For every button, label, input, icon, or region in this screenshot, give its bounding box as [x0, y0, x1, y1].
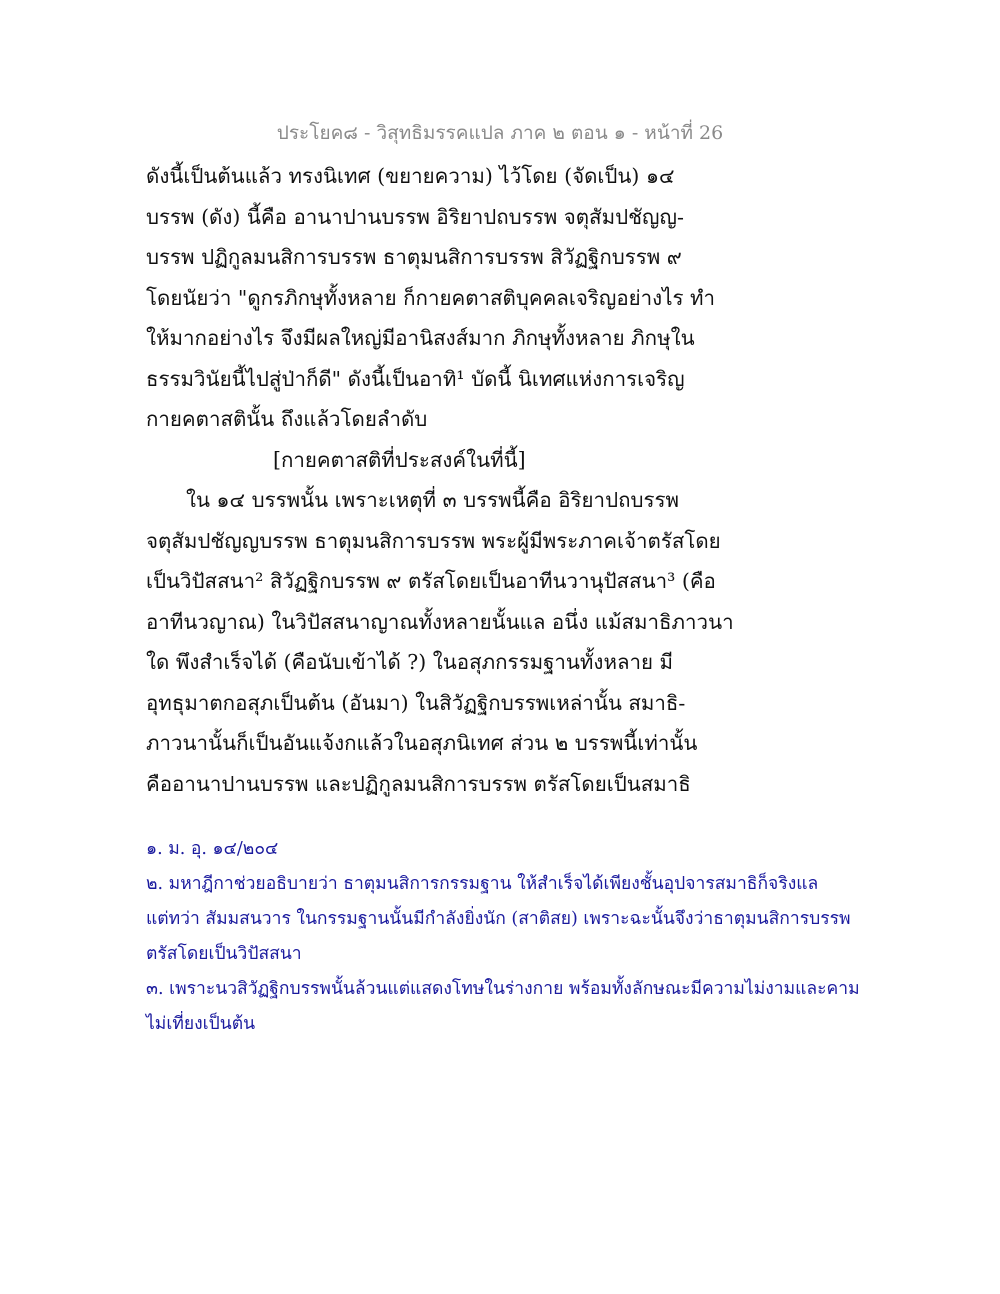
- body-line-11: อาทีนวญาณ) ในวิปัสสนาญาณทั้งหลายนั้นแล อนึ่ง แม้สมาธิภาวนา: [146, 609, 734, 634]
- main-text: [146, 156, 734, 804]
- body-line-14: ภาวนานั้นก็เป็นอันแจ้งกแล้วในอสุภนิเทศ ส่วน ๒ บรรพนี้เท่านั้น: [146, 731, 698, 755]
- running-header-text: ประโยค๘ - วิสุทธิมรรคแปล ภาค ๒ ตอน ๑ - หน้าที่ 26: [276, 122, 724, 144]
- body-line-9: จตุสัมปชัญญบรรพ ธาตุมนสิการบรรพ พระผู้มีพระภาคเจ้าตรัสโดย: [146, 528, 721, 553]
- body-line-6: ธรรมวินัยนี้ไปสู่ป่าก็ดี" ดังนี้เป็นอาทิ¹ บัดนี้ นิเทศแห่งการเจริญ: [146, 366, 685, 391]
- body-line-13: อุทธุมาตกอสุภเป็นต้น (อันมา) ในสิวัฏฐิกบรรพเหล่านั้น สมาธิ-: [146, 690, 686, 715]
- footnote-3-line-2: ไม่เที่ยงเป็นต้น: [146, 1014, 256, 1034]
- body-line-15: คืออานาปานบรรพ และปฏิกูลมนสิการบรรพ ตรัสโดยเป็นสมาธิ: [146, 771, 691, 796]
- body-line-7: กายคตาสตินั้น ถึงแล้วโดยลำดับ: [146, 407, 428, 431]
- running-header: [0, 118, 1000, 148]
- body-line-12: ใด พึงสำเร็จได้ (คือนับเข้าได้ ?) ในอสุภกรรมฐานทั้งหลาย มี: [146, 650, 674, 674]
- footnotes: [146, 832, 860, 1042]
- body-line-3: บรรพ ปฏิกูลมนสิการบรรพ ธาตุมนสิการบรรพ สิวัฏฐิกบรรพ ๙: [146, 245, 682, 269]
- section-title: [กายคตาสติที่ประสงค์ในที่นี้]: [273, 447, 526, 472]
- footnote-2-line-2: แต่ทว่า สัมมสนวาร ในกรรมฐานนั้นมีกำลังยิ่งนัก (สาติสย) เพราะฉะนั้นจึงว่าธาตุมนสิการบรรพ: [146, 909, 851, 929]
- body-line-10: เป็นวิปัสสนา² สิวัฏฐิกบรรพ ๙ ตรัสโดยเป็นอาทีนวานุปัสสนา³ (คือ: [146, 569, 716, 593]
- footnote-1: ๑. ม. อุ. ๑๔/๒๐๔: [146, 839, 279, 859]
- body-line-8: ใน ๑๔ บรรพนั้น เพราะเหตุที่ ๓ บรรพนี้คือ อิริยาปถบรรพ: [186, 488, 680, 512]
- footnote-3-line-1: ๓. เพราะนวสิวัฏฐิกบรรพนั้นล้วนแต่แสดงโทษในร่างกาย พร้อมทั้งลักษณะมีความไม่งามและคาม: [146, 979, 860, 999]
- body-line-4: โดยนัยว่า "ดูกรภิกษุทั้งหลาย ก็กายคตาสติบุคคลเจริญอย่างไร ทำ: [146, 285, 716, 310]
- footnote-2-line-3: ตรัสโดยเป็นวิปัสสนา: [146, 944, 302, 964]
- body-line-2: บรรพ (ดัง) นี้คือ อานาปานบรรพ อิริยาปถบรรพ จตุสัมปชัญญ-: [146, 204, 684, 229]
- footnote-2-line-1: ๒. มหาฎีกาช่วยอธิบายว่า ธาตุมนสิการกรรมฐาน ให้สำเร็จได้เพียงชั้นอุปจารสมาธิก็จริงแล: [146, 874, 819, 894]
- body-line-1: ดังนี้เป็นต้นแล้ว ทรงนิเทศ (ขยายความ) ไว้โดย (จัดเป็น) ๑๔: [146, 164, 675, 188]
- body-line-5: ให้มากอย่างไร จึงมีผลใหญ่มีอานิสงส์มาก ภิกษุทั้งหลาย ภิกษุใน: [146, 326, 695, 350]
